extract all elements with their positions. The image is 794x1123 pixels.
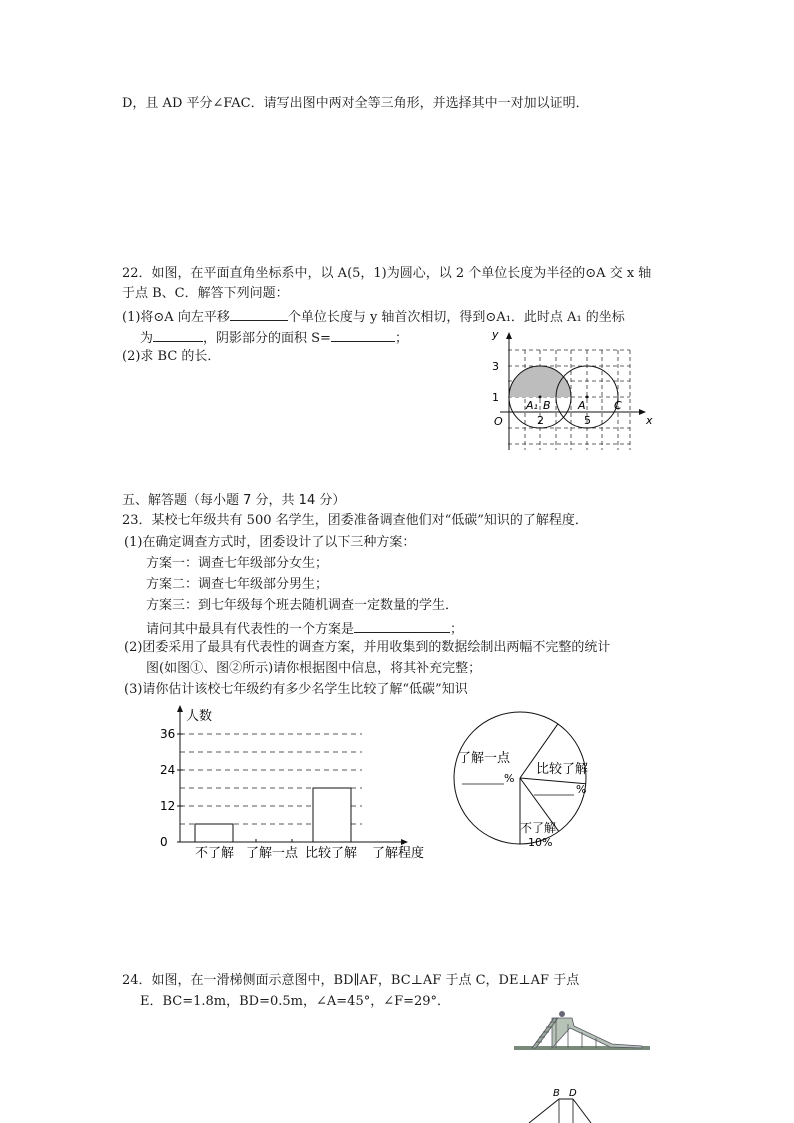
diagram-label-d: D (569, 1088, 577, 1099)
q24-line2: E．BC=1.8m，BD=0.5m，∠A=45°，∠F=29°． (140, 994, 451, 1009)
x-axis-label: x (646, 414, 653, 427)
answer-blank[interactable] (230, 306, 288, 321)
point-a-label: A (578, 399, 586, 412)
coordinate-figure (480, 328, 653, 453)
answer-blank[interactable] (354, 618, 450, 633)
pie-chart (440, 700, 620, 860)
pie-percent-label: 10% (528, 836, 553, 849)
bar-x-arrow-icon (401, 839, 408, 845)
segment-ab (529, 1099, 559, 1123)
bar-x-label: 了解程度 (372, 846, 425, 861)
q22-p1c: 为 (140, 331, 154, 346)
segment-df (573, 1099, 591, 1123)
pie-label: 了解一点 (458, 751, 511, 766)
y-tick-3: 3 (492, 360, 499, 373)
bar-不了解 (195, 824, 233, 842)
answer-blank[interactable] (331, 327, 395, 342)
bar-y-tick-label: 36 (160, 727, 176, 741)
q22-line2: 于点 B、C．解答下列问题： (122, 286, 289, 301)
bar-marks (195, 788, 351, 842)
q23-plan3: 方案三：到七年级每个班去随机调查一定数量的学生． (146, 598, 459, 613)
origin-label: O (494, 415, 503, 428)
q23-ask-end: ； (450, 622, 464, 637)
q23-plan1: 方案一：调查七年级部分女生； (146, 556, 329, 571)
point-c-label: C (614, 399, 622, 412)
x-tick-2: 2 (537, 414, 544, 427)
q23-part1: (1)在确定调查方式时，团委设计了以下三种方案： (124, 535, 416, 550)
bar-category-label: 比较了解 (305, 846, 358, 861)
bar-category-label: 不了解 (195, 846, 235, 861)
pie-label: 比较了解 (536, 762, 589, 777)
point-b-label: B (543, 399, 551, 412)
section-title: 五、解答题（每小题 7 分，共 14 分） (122, 493, 346, 508)
q23-line1: 23．某校七年级共有 500 名学生，团委准备调查他们对“低碳”知识的了解程度． (122, 513, 588, 528)
x-arrow-icon (639, 409, 646, 415)
bar-chart (150, 700, 440, 865)
child-figure (559, 1011, 565, 1017)
bar-y-tick-label: 24 (160, 763, 176, 777)
pie-label: 不了解 (520, 821, 557, 835)
q21-line: D，且 AD 平分∠FAC．请写出图中两对全等三角形，并选择其中一对加以证明． (122, 96, 589, 111)
q22-line1: 22．如图，在平面直角坐标系中，以 A(5，1)为圆心，以 2 个单位长度为半径的⊙A 交 x 轴 (122, 266, 652, 281)
q22-part1-cont (140, 327, 408, 348)
bar-y-tick-label: 12 (160, 799, 176, 813)
point-a (586, 396, 589, 399)
point-a1-label: A₁ (526, 399, 538, 412)
q23-ask-text: 请问其中最具有代表性的一个方案是 (146, 622, 355, 637)
shaded-region (509, 366, 571, 397)
bar-y-arrow-icon (177, 705, 183, 712)
q24-line1: 24．如图，在一滑梯侧面示意图中，BD∥AF，BC⊥AF 于点 C，DE⊥AF 于点 (122, 973, 580, 988)
answer-blank[interactable] (153, 327, 203, 342)
bar-y-label: 人数 (186, 709, 213, 724)
pie-percent-label: % (576, 783, 587, 796)
q22-part2: (2)求 BC 的长． (122, 349, 221, 364)
bar-比较了解 (313, 788, 351, 842)
q23-part2b: 图(如图①、图②所示)请你根据图中信息，将其补充完整； (146, 661, 482, 676)
y-tick-1: 1 (492, 391, 499, 404)
slide-diagram (525, 1085, 605, 1123)
q22-p1e: ； (394, 331, 408, 346)
q23-ask (146, 618, 463, 639)
q22-p1b: 个单位长度与 y 轴首次相切，得到⊙A₁．此时点 A₁ 的坐标 (287, 310, 625, 325)
q22-p1a: (1)将⊙A 向左平移 (122, 310, 230, 325)
diagram-label-b: B (553, 1088, 560, 1099)
point-a1 (539, 396, 542, 399)
bar-y-tick-label: 0 (160, 835, 168, 849)
bar-category-label: 了解一点 (246, 846, 299, 861)
q23-part2a: (2)团委采用了最具有代表性的调查方案，并用收集到的数据绘制出两幅不完整的统计 (124, 640, 611, 655)
q23-part3: (3)请你估计该校七年级约有多少名学生比较了解“低碳”知识 (124, 682, 468, 697)
slide-body (552, 1018, 642, 1048)
y-arrow-icon (506, 332, 512, 339)
pie-percent-label: % (504, 772, 515, 785)
slide-picture (512, 1010, 652, 1056)
x-tick-5: 5 (584, 414, 591, 427)
q23-plan2: 方案二：调查七年级部分男生； (146, 577, 329, 592)
q22-part1 (122, 306, 625, 327)
q22-p1d: ，阴影部分的面积 S= (203, 331, 331, 346)
y-axis-label: y (492, 328, 499, 341)
